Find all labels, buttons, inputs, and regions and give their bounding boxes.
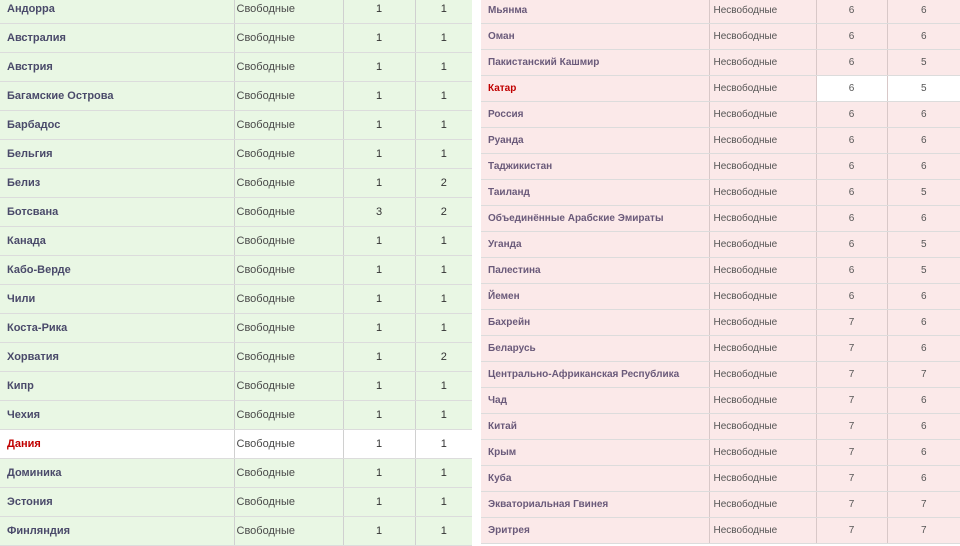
status-cell: Несвободные [709, 414, 816, 440]
country-name: Экваториальная Гвинея [481, 492, 709, 518]
civil-liberties-score: 1 [415, 314, 472, 343]
civil-liberties-score: 1 [415, 256, 472, 285]
country-name: Бельгия [0, 140, 234, 169]
status-cell: Несвободные [709, 102, 816, 128]
civil-liberties-score: 5 [887, 76, 960, 102]
political-rights-score: 6 [816, 24, 887, 50]
country-name: Эстония [0, 488, 234, 517]
status-cell: Несвободные [709, 128, 816, 154]
table-row-highlighted [0, 430, 472, 459]
table-row [0, 459, 472, 488]
table-row [481, 232, 960, 258]
status-cell: Свободные [234, 24, 343, 53]
country-name: Доминика [0, 459, 234, 488]
country-name: Чад [481, 388, 709, 414]
country-name: Эритрея [481, 518, 709, 544]
status-cell: Свободные [234, 401, 343, 430]
table-row [481, 128, 960, 154]
status-cell: Несвободные [709, 258, 816, 284]
table-row [481, 180, 960, 206]
country-name: Пакистанский Кашмир [481, 50, 709, 76]
civil-liberties-score: 2 [415, 343, 472, 372]
status-cell: Несвободные [709, 284, 816, 310]
status-cell: Свободные [234, 372, 343, 401]
civil-liberties-score: 7 [887, 518, 960, 544]
political-rights-score: 6 [816, 258, 887, 284]
status-cell: Несвободные [709, 50, 816, 76]
free-countries-panel [0, 0, 472, 546]
political-rights-score: 1 [343, 488, 415, 517]
political-rights-score: 7 [816, 362, 887, 388]
civil-liberties-score: 6 [887, 24, 960, 50]
status-cell: Несвободные [709, 24, 816, 50]
country-name: Центрально-Африканская Республика [481, 362, 709, 388]
civil-liberties-score: 7 [887, 362, 960, 388]
political-rights-score: 1 [343, 82, 415, 111]
table-row [481, 440, 960, 466]
political-rights-score: 6 [816, 154, 887, 180]
civil-liberties-score: 1 [415, 372, 472, 401]
political-rights-score: 7 [816, 518, 887, 544]
civil-liberties-score: 6 [887, 128, 960, 154]
status-cell: Несвободные [709, 180, 816, 206]
political-rights-score: 7 [816, 466, 887, 492]
civil-liberties-score: 2 [415, 169, 472, 198]
status-cell: Несвободные [709, 336, 816, 362]
country-name: Чехия [0, 401, 234, 430]
table-row [0, 314, 472, 343]
political-rights-score: 1 [343, 343, 415, 372]
country-name: Кабо-Верде [0, 256, 234, 285]
political-rights-score: 1 [343, 140, 415, 169]
table-row-highlighted [481, 76, 960, 102]
civil-liberties-score: 1 [415, 111, 472, 140]
political-rights-score: 6 [816, 128, 887, 154]
political-rights-score: 1 [343, 430, 415, 459]
table-row [481, 362, 960, 388]
country-name: Уганда [481, 232, 709, 258]
civil-liberties-score: 6 [887, 414, 960, 440]
table-row [481, 492, 960, 518]
country-name: Крым [481, 440, 709, 466]
not-free-countries-table [481, 0, 960, 544]
table-row [0, 285, 472, 314]
status-cell: Свободные [234, 111, 343, 140]
civil-liberties-score: 6 [887, 206, 960, 232]
country-name: Австралия [0, 24, 234, 53]
civil-liberties-score: 6 [887, 154, 960, 180]
free-countries-table [0, 0, 472, 546]
country-name: Катар [481, 76, 709, 102]
political-rights-score: 1 [343, 459, 415, 488]
political-rights-score: 7 [816, 388, 887, 414]
status-cell: Свободные [234, 140, 343, 169]
civil-liberties-score: 5 [887, 232, 960, 258]
status-cell: Свободные [234, 343, 343, 372]
status-cell: Несвободные [709, 0, 816, 24]
table-row [0, 256, 472, 285]
status-cell: Свободные [234, 285, 343, 314]
country-name: Россия [481, 102, 709, 128]
country-name: Таиланд [481, 180, 709, 206]
country-name: Дания [0, 430, 234, 459]
table-row [0, 169, 472, 198]
civil-liberties-score: 6 [887, 388, 960, 414]
table-row [481, 336, 960, 362]
political-rights-score: 6 [816, 180, 887, 206]
status-cell: Свободные [234, 488, 343, 517]
table-row [0, 372, 472, 401]
country-name: Ботсвана [0, 198, 234, 227]
country-name: Канада [0, 227, 234, 256]
table-row [0, 488, 472, 517]
civil-liberties-score: 1 [415, 285, 472, 314]
status-cell: Свободные [234, 459, 343, 488]
country-name: Китай [481, 414, 709, 440]
civil-liberties-score: 1 [415, 488, 472, 517]
political-rights-score: 6 [816, 102, 887, 128]
civil-liberties-score: 1 [415, 459, 472, 488]
political-rights-score: 7 [816, 310, 887, 336]
status-cell: Свободные [234, 0, 343, 24]
table-row [0, 517, 472, 546]
political-rights-score: 3 [343, 198, 415, 227]
civil-liberties-score: 1 [415, 0, 472, 24]
country-name: Мьянма [481, 0, 709, 24]
status-cell: Свободные [234, 517, 343, 546]
status-cell: Свободные [234, 227, 343, 256]
table-row [0, 227, 472, 256]
country-name: Объединённые Арабские Эмираты [481, 206, 709, 232]
country-name: Таджикистан [481, 154, 709, 180]
political-rights-score: 1 [343, 24, 415, 53]
table-row [481, 102, 960, 128]
civil-liberties-score: 6 [887, 440, 960, 466]
status-cell: Несвободные [709, 310, 816, 336]
political-rights-score: 6 [816, 232, 887, 258]
civil-liberties-score: 6 [887, 310, 960, 336]
political-rights-score: 7 [816, 336, 887, 362]
status-cell: Свободные [234, 314, 343, 343]
table-row [0, 0, 472, 24]
status-cell: Несвободные [709, 518, 816, 544]
political-rights-score: 6 [816, 284, 887, 310]
civil-liberties-score: 1 [415, 53, 472, 82]
country-name: Йемен [481, 284, 709, 310]
political-rights-score: 6 [816, 0, 887, 24]
civil-liberties-score: 1 [415, 430, 472, 459]
political-rights-score: 7 [816, 414, 887, 440]
table-row [0, 401, 472, 430]
status-cell: Свободные [234, 198, 343, 227]
civil-liberties-score: 5 [887, 258, 960, 284]
civil-liberties-score: 5 [887, 50, 960, 76]
civil-liberties-score: 1 [415, 517, 472, 546]
status-cell: Несвободные [709, 206, 816, 232]
table-row [481, 0, 960, 24]
country-name: Руанда [481, 128, 709, 154]
table-row [0, 343, 472, 372]
table-row [0, 53, 472, 82]
civil-liberties-score: 1 [415, 24, 472, 53]
political-rights-score: 1 [343, 314, 415, 343]
not-free-countries-panel [481, 0, 960, 544]
country-name: Барбадос [0, 111, 234, 140]
civil-liberties-score: 6 [887, 336, 960, 362]
table-row [481, 24, 960, 50]
status-cell: Несвободные [709, 76, 816, 102]
country-name: Чили [0, 285, 234, 314]
status-cell: Несвободные [709, 492, 816, 518]
status-cell: Свободные [234, 82, 343, 111]
status-cell: Несвободные [709, 362, 816, 388]
political-rights-score: 6 [816, 76, 887, 102]
political-rights-score: 7 [816, 492, 887, 518]
political-rights-score: 1 [343, 0, 415, 24]
country-name: Багамские Острова [0, 82, 234, 111]
status-cell: Несвободные [709, 388, 816, 414]
civil-liberties-score: 6 [887, 102, 960, 128]
civil-liberties-score: 5 [887, 180, 960, 206]
status-cell: Несвободные [709, 232, 816, 258]
table-row [481, 310, 960, 336]
country-name: Коста-Рика [0, 314, 234, 343]
country-name: Кипр [0, 372, 234, 401]
civil-liberties-score: 6 [887, 466, 960, 492]
civil-liberties-score: 1 [415, 140, 472, 169]
political-rights-score: 1 [343, 256, 415, 285]
status-cell: Свободные [234, 256, 343, 285]
table-row [0, 198, 472, 227]
table-row [0, 111, 472, 140]
political-rights-score: 6 [816, 206, 887, 232]
civil-liberties-score: 7 [887, 492, 960, 518]
status-cell: Несвободные [709, 440, 816, 466]
status-cell: Свободные [234, 169, 343, 198]
table-row [481, 284, 960, 310]
status-cell: Несвободные [709, 466, 816, 492]
table-row [481, 50, 960, 76]
political-rights-score: 1 [343, 227, 415, 256]
country-name: Бахрейн [481, 310, 709, 336]
country-name: Австрия [0, 53, 234, 82]
table-row [0, 24, 472, 53]
civil-liberties-score: 1 [415, 401, 472, 430]
status-cell: Свободные [234, 53, 343, 82]
table-row [481, 466, 960, 492]
country-name: Беларусь [481, 336, 709, 362]
country-name: Белиз [0, 169, 234, 198]
country-name: Хорватия [0, 343, 234, 372]
table-row [0, 82, 472, 111]
status-cell: Несвободные [709, 154, 816, 180]
country-name: Куба [481, 466, 709, 492]
table-row [481, 258, 960, 284]
political-rights-score: 1 [343, 111, 415, 140]
country-name: Финляндия [0, 517, 234, 546]
table-row [481, 388, 960, 414]
table-row [481, 414, 960, 440]
political-rights-score: 6 [816, 50, 887, 76]
civil-liberties-score: 2 [415, 198, 472, 227]
country-name: Палестина [481, 258, 709, 284]
political-rights-score: 1 [343, 372, 415, 401]
country-name: Андорра [0, 0, 234, 24]
table-row [481, 206, 960, 232]
table-row [481, 154, 960, 180]
political-rights-score: 1 [343, 169, 415, 198]
civil-liberties-score: 1 [415, 227, 472, 256]
civil-liberties-score: 6 [887, 284, 960, 310]
political-rights-score: 1 [343, 517, 415, 546]
political-rights-score: 1 [343, 285, 415, 314]
status-cell: Свободные [234, 430, 343, 459]
civil-liberties-score: 1 [415, 82, 472, 111]
table-row [0, 140, 472, 169]
country-name: Оман [481, 24, 709, 50]
political-rights-score: 1 [343, 401, 415, 430]
political-rights-score: 1 [343, 53, 415, 82]
political-rights-score: 7 [816, 440, 887, 466]
civil-liberties-score: 6 [887, 0, 960, 24]
